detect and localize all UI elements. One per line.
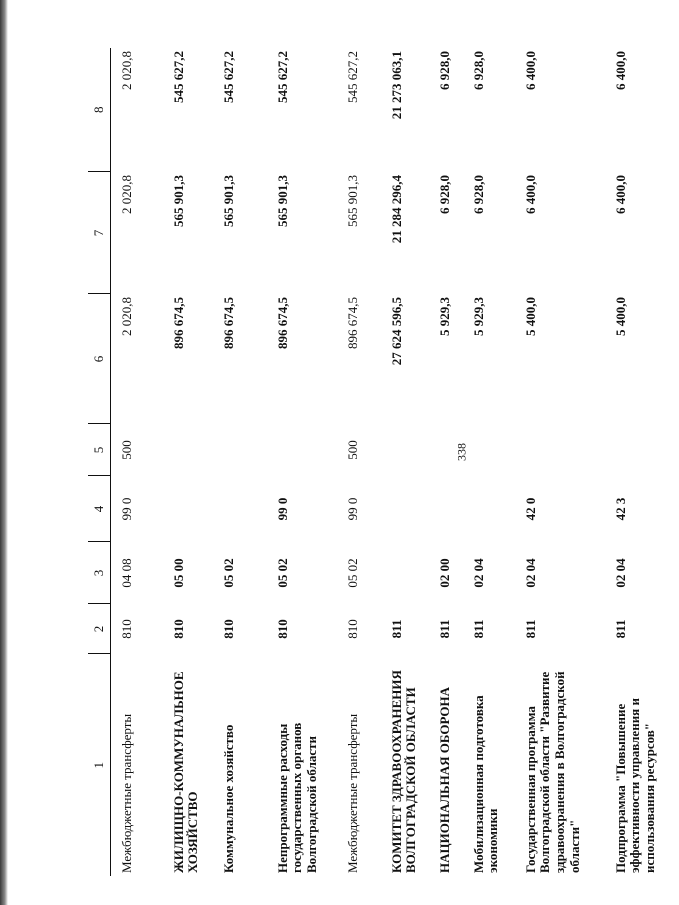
table-row (381, 48, 429, 876)
header-col-6: 6 (88, 294, 111, 424)
row-amount-7: 565 901,3 (170, 175, 186, 227)
row-expense-type (381, 424, 429, 476)
row-name: Государственная программа Волгоградской области "Развитие здравоохранения в Волгоградской области" (522, 671, 583, 873)
header-col-7: 7 (88, 172, 111, 294)
row-name: КОМИТЕТ ЗДРАВООХРАНЕНИЯ ВОЛГОГРАДСКОЙ ОБЛАСТИ (388, 670, 419, 873)
row-section-code: 02 04 (612, 558, 628, 588)
header-col-4: 4 (88, 476, 111, 542)
row-amount-8: 545 627,2 (274, 51, 290, 103)
row-amount-7: 6 928,0 (470, 175, 486, 214)
row-amount-6: 5 929,3 (470, 297, 486, 336)
row-program-code: 42 3 (612, 497, 628, 521)
rotated-page (88, 48, 658, 876)
row-amount-8: 2 020,8 (119, 51, 134, 90)
row-section-code: 05 00 (170, 558, 186, 588)
budget-table (88, 48, 679, 876)
table-row (463, 48, 515, 876)
row-section-code: 05 02 (344, 558, 360, 588)
row-amount-8: 545 627,2 (344, 51, 360, 103)
table-header-row (88, 48, 111, 876)
row-department-code: 811 (388, 619, 404, 639)
row-amount-6: 896 674,5 (170, 297, 186, 349)
row-amount-7: 565 901,3 (274, 175, 290, 227)
row-section-code: 05 02 (274, 558, 290, 588)
row-amount-7: 21 284 296,4 (388, 175, 404, 244)
row-amount-7: 6 400,0 (522, 175, 538, 214)
row-department-code: 811 (436, 619, 452, 639)
row-department-code: 811 (522, 619, 538, 639)
row-amount-8: 6 928,0 (436, 51, 452, 90)
row-section-code: 02 04 (470, 558, 486, 588)
row-amount-8: 6 400,0 (522, 51, 538, 90)
row-name: ЖИЛИЩНО-КОММУНАЛЬНОЕ ХОЗЯЙСТВО (170, 671, 201, 873)
row-program-code (463, 476, 515, 542)
row-amount-8: 545 627,2 (220, 51, 236, 103)
row-amount-6: 5 400,0 (522, 297, 538, 336)
row-amount-6: 896 674,5 (274, 297, 290, 349)
row-name: НАЦИОНАЛЬНАЯ ОБОРОНА (436, 687, 452, 873)
row-amount-6: 896 674,5 (344, 297, 360, 349)
row-program-code (429, 476, 463, 542)
row-expense-type (515, 424, 605, 476)
page-number: 338 (454, 443, 469, 461)
row-amount-7: 6 400,0 (612, 175, 628, 214)
row-program-code: 99 0 (274, 497, 290, 521)
row-section-code: 05 02 (220, 558, 236, 588)
table-row (163, 48, 213, 876)
row-amount-6: 896 674,5 (220, 297, 236, 349)
row-program-code (213, 476, 267, 542)
row-name: Мобилизационная подготовка экономики (470, 695, 501, 873)
table-row (429, 48, 463, 876)
header-col-8: 8 (88, 48, 111, 172)
row-expense-type (267, 424, 337, 476)
row-expense-type (429, 424, 463, 476)
row-amount-7: 6 928,0 (436, 175, 452, 214)
scan-left-edge (0, 0, 8, 905)
table-row (515, 48, 605, 876)
row-amount-8: 6 400,0 (612, 51, 628, 90)
row-department-code: 810 (274, 619, 290, 639)
row-department-code: 810 (170, 619, 186, 639)
table-row (605, 48, 679, 876)
row-expense-type (213, 424, 267, 476)
row-section-code: 02 00 (436, 558, 452, 588)
row-department-code: 811 (612, 619, 628, 639)
row-department-code: 810 (344, 619, 360, 639)
row-program-code: 99 0 (344, 497, 360, 521)
header-col-1: 1 (88, 654, 111, 876)
row-expense-type: 500 (119, 440, 134, 460)
row-amount-6: 5 929,3 (436, 297, 452, 336)
row-amount-7: 2 020,8 (119, 175, 134, 214)
row-amount-8: 545 627,2 (170, 51, 186, 103)
row-department-code: 810 (119, 619, 134, 639)
row-expense-type (605, 424, 679, 476)
row-expense-type: 500 (344, 440, 360, 460)
row-expense-type (463, 424, 515, 476)
header-col-3: 3 (88, 542, 111, 604)
row-name: Межбюджетные трансферты (344, 713, 360, 873)
row-amount-6: 2 020,8 (119, 297, 134, 336)
row-department-code: 810 (220, 619, 236, 639)
row-program-code: 42 0 (522, 497, 538, 521)
header-col-2: 2 (88, 604, 111, 654)
row-program-code (163, 476, 213, 542)
row-program-code: 99 0 (119, 497, 134, 521)
header-col-5: 5 (88, 424, 111, 476)
row-name: Подпрограмма "Повышение эффективности управления и использования ресурсов" (612, 698, 658, 873)
table-row (267, 48, 337, 876)
row-amount-7: 565 901,3 (220, 175, 236, 227)
row-name: Межбюджетные трансферты (119, 713, 134, 873)
row-amount-8: 6 928,0 (470, 51, 486, 90)
row-amount-6: 27 624 596,5 (388, 297, 404, 366)
row-section-code (381, 542, 429, 604)
table-row (213, 48, 267, 876)
table-row (337, 48, 381, 876)
row-program-code (381, 476, 429, 542)
row-amount-7: 565 901,3 (344, 175, 360, 227)
row-amount-6: 5 400,0 (612, 297, 628, 336)
row-name: Непрограммные расходы государственных органов Волгоградской области (274, 722, 320, 873)
row-department-code: 811 (470, 619, 486, 639)
row-section-code: 04 08 (119, 558, 134, 588)
row-amount-8: 21 273 063,1 (388, 51, 404, 120)
row-section-code: 02 04 (522, 558, 538, 588)
row-expense-type (163, 424, 213, 476)
table-row (111, 48, 163, 876)
row-name: Коммунальное хозяйство (220, 724, 236, 873)
